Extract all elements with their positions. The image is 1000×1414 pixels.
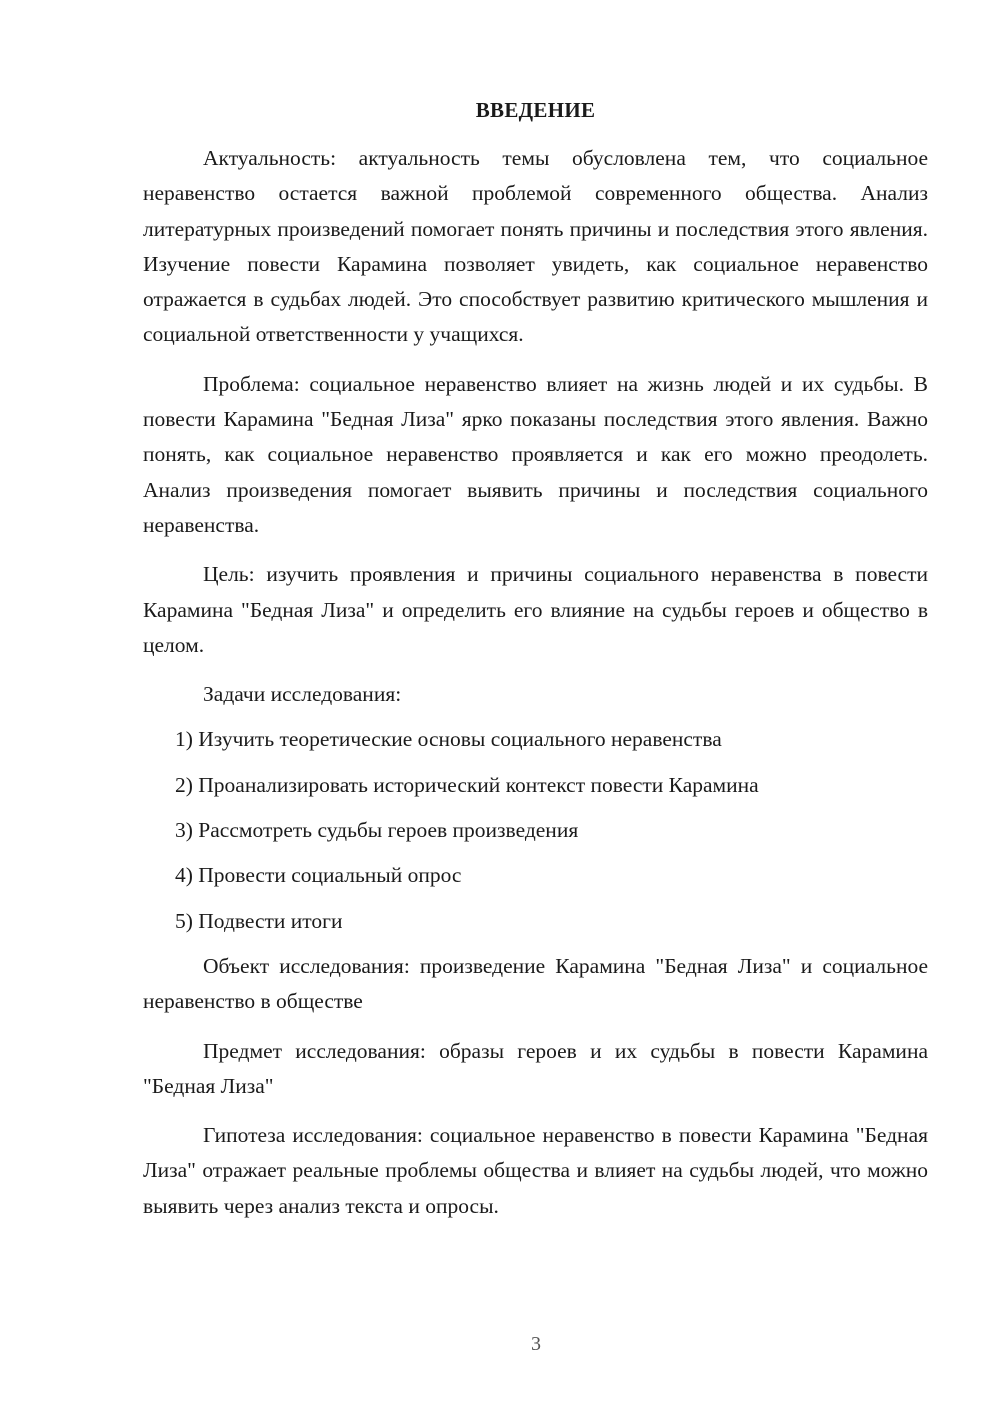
goal-paragraph: Цель: изучить проявления и причины социального неравенства в повести Карамина "Бедная Лиза" и определить его влияние на судьбы героев и общество в целом. [143, 562, 928, 657]
relevance-paragraph: Актуальность: актуальность темы обусловлена тем, что социальное неравенство остается важной проблемой современного общества. Анализ литературных произведений помогает понять причины и последствия этого явления. Изучение повести Карамина позволяет увидеть, как социальное неравенство отражается в судьбах людей. Это способствует развитию критического мышления и социальной ответственности у учащихся. [143, 146, 928, 347]
page-content [143, 93, 928, 1238]
task-item: 2) Проанализировать исторический контекст повести Карамина [175, 772, 759, 797]
task-item: 5) Подвести итоги [175, 908, 343, 933]
task-item: 3) Рассмотреть судьбы героев произведения [175, 818, 579, 843]
page-number: 3 [531, 1333, 541, 1355]
task-item: 4) Провести социальный опрос [175, 863, 462, 888]
tasks-list [143, 722, 928, 938]
task-item: 1) Изучить теоретические основы социального неравенства [175, 727, 722, 752]
hypothesis-paragraph: Гипотеза исследования: социальное неравенство в повести Карамина "Бедная Лиза" отражает реальные проблемы общества и влияет на судьбы людей, что можно выявить через анализ текста и опросы. [143, 1123, 928, 1218]
problem-paragraph: Проблема: социальное неравенство влияет на жизнь людей и их судьбы. В повести Карамина "Бедная Лиза" ярко показаны последствия этого явления. Важно понять, как социальное неравенство проявляется и как его можно преодолеть. Анализ произведения помогает выявить причины и последствия социального неравенства. [143, 371, 928, 537]
object-paragraph: Объект исследования: произведение Карамина "Бедная Лиза" и социальное неравенство в обществе [143, 953, 928, 1014]
page-title: ВВЕДЕНИЕ [475, 98, 596, 122]
subject-paragraph: Предмет исследования: образы героев и их судьбы в повести Карамина "Бедная Лиза" [143, 1038, 928, 1098]
tasks-heading: Задачи исследования: [203, 682, 402, 707]
